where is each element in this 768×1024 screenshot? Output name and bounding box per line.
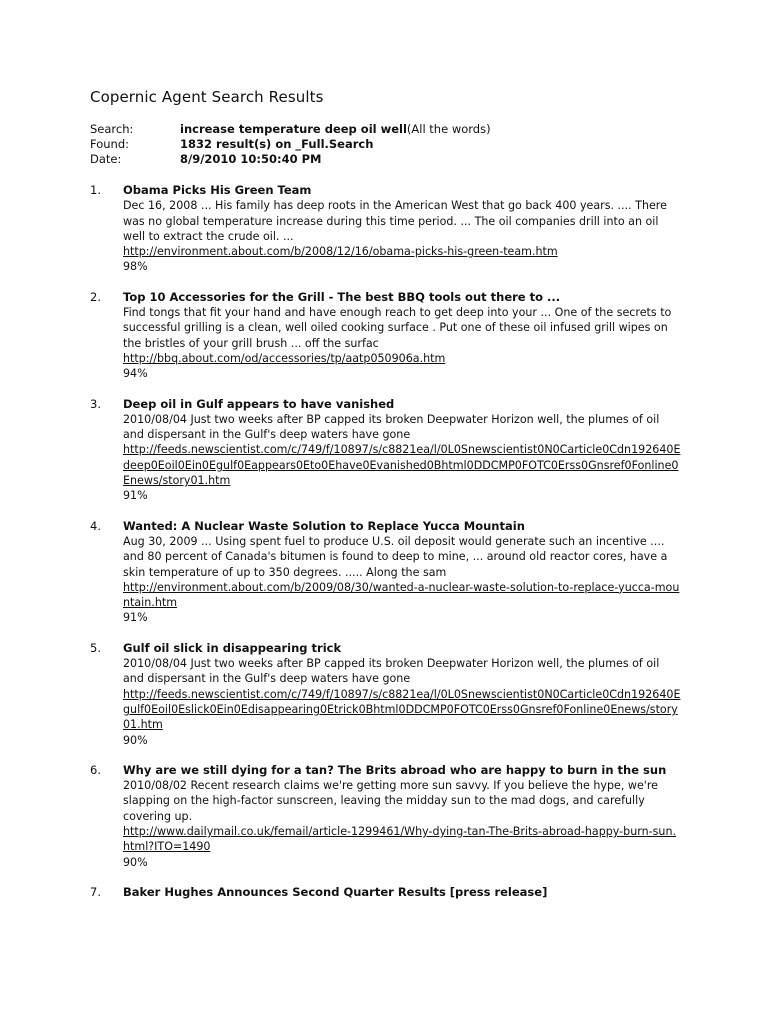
- result-item: [90, 183, 690, 275]
- result-snippet: Find tongs that fit your hand and have enough reach to get deep into your ... One of the secrets to successful grilling is a clean, well oiled cooking surface . Put one of these oil infused grill wipes on the bristles of your grill brush ... off the surfac: [123, 306, 672, 350]
- result-body: [123, 885, 683, 900]
- result-title: Wanted: A Nuclear Waste Solution to Replace Yucca Mountain: [123, 518, 525, 533]
- document-page: [90, 88, 690, 915]
- result-body: [123, 763, 683, 870]
- result-title: Baker Hughes Announces Second Quarter Results [press release]: [123, 884, 548, 899]
- result-body: [123, 397, 683, 504]
- search-row: [90, 122, 690, 137]
- date-label: Date:: [90, 152, 122, 166]
- result-item: [90, 641, 690, 748]
- found-count: 1832 result(s) on _Full.Search: [180, 137, 374, 151]
- result-score: 90%: [123, 733, 148, 747]
- result-body: [123, 290, 683, 382]
- result-body: [123, 183, 683, 275]
- result-item: [90, 519, 690, 626]
- result-link[interactable]: http://feeds.newscientist.com/c/749/f/10897/s/c8821ea/l/0L0Snewscientist0N0Carticle0Cdn192640Egulf0Eoil0Eslick0Ein0Edisappearing0Etrick0Bhtml0DDCMP0FOTC0Erss0Gnsref0Fonline0Enews/story01.htm: [123, 687, 681, 732]
- result-number: 7.: [90, 884, 101, 899]
- found-row: [90, 137, 690, 152]
- result-number: 6.: [90, 762, 101, 777]
- result-title: Obama Picks His Green Team: [123, 183, 312, 197]
- search-query: increase temperature deep oil well: [180, 122, 407, 136]
- search-meta: [90, 122, 690, 167]
- result-link[interactable]: http://environment.about.com/b/2008/12/16/obama-picks-his-green-team.htm: [123, 245, 558, 259]
- result-item: [90, 397, 690, 504]
- result-score: 91%: [123, 611, 148, 625]
- result-snippet: 2010/08/04 Just two weeks after BP capped its broken Deepwater Horizon well, the plumes of oil and dispersant in the Gulf's deep waters have gone: [123, 412, 660, 442]
- search-date: 8/9/2010 10:50:40 PM: [180, 152, 322, 166]
- result-body: [123, 641, 683, 748]
- result-snippet: 2010/08/04 Just two weeks after BP capped its broken Deepwater Horizon well, the plumes of oil and dispersant in the Gulf's deep waters have gone: [123, 657, 660, 686]
- result-item: [90, 290, 690, 382]
- result-title: Gulf oil slick in disappearing trick: [123, 640, 342, 655]
- result-link[interactable]: http://www.dailymail.co.uk/femail/article-1299461/Why-dying-tan-The-Brits-abroad-happy-burn-sun.html?ITO=1490: [123, 824, 677, 854]
- result-title: Why are we still dying for a tan? The Brits abroad who are happy to burn in the sun: [123, 762, 667, 777]
- result-snippet: Aug 30, 2009 ... Using spent fuel to produce U.S. oil deposit would generate such an incentive .... and 80 percent of Canada's bitumen is found to deep to mine, ... around old reactor cores, have a skin temperature of up to 350 degrees. ..... Along the sam: [123, 534, 668, 579]
- found-label: Found:: [90, 137, 129, 151]
- result-link[interactable]: http://environment.about.com/b/2009/08/30/wanted-a-nuclear-waste-solution-to-replace-yucca-mountain.htm: [123, 580, 680, 610]
- result-number: 5.: [90, 640, 101, 655]
- result-number: 2.: [90, 289, 101, 304]
- result-item: [90, 885, 690, 900]
- result-title: Deep oil in Gulf appears to have vanished: [123, 396, 395, 411]
- page-title: Copernic Agent Search Results: [90, 88, 324, 106]
- result-score: 90%: [123, 855, 148, 869]
- result-number: 1.: [90, 183, 101, 197]
- result-link[interactable]: http://feeds.newscientist.com/c/749/f/10897/s/c8821ea/l/0L0Snewscientist0N0Carticle0Cdn192640Edeep0Eoil0Ein0Egulf0Eappears0Eto0Ehave0Evanished0Bhtml0DDCMP0FOTC0Erss0Gnsref0Fonline0Enews/story01.htm: [123, 443, 681, 488]
- result-snippet: Dec 16, 2008 ... His family has deep roots in the American West that go back 400 years. .... There was no global temperature increase during this time period. ... The oil companies drill into an oil well to extract the crude oil. ...: [123, 199, 667, 243]
- result-link[interactable]: http://bbq.about.com/od/accessories/tp/aatp050906a.htm: [123, 351, 446, 365]
- search-mode: (All the words): [406, 122, 491, 136]
- result-score: 94%: [123, 367, 148, 381]
- results-list: [90, 183, 690, 900]
- result-body: [123, 519, 683, 626]
- result-snippet: 2010/08/02 Recent research claims we're getting more sun savvy. If you believe the hype, we're slapping on the high-factor sunscreen, leaving the midday sun to the mad dogs, and carefully covering up.: [123, 779, 658, 823]
- result-title: Top 10 Accessories for the Grill - The best BBQ tools out there to ...: [123, 289, 561, 304]
- result-item: [90, 763, 690, 870]
- result-number: 3.: [90, 396, 101, 411]
- result-score: 98%: [123, 260, 148, 274]
- result-number: 4.: [90, 518, 101, 533]
- result-score: 91%: [123, 489, 148, 503]
- search-label: Search:: [90, 122, 134, 136]
- date-row: [90, 152, 690, 167]
